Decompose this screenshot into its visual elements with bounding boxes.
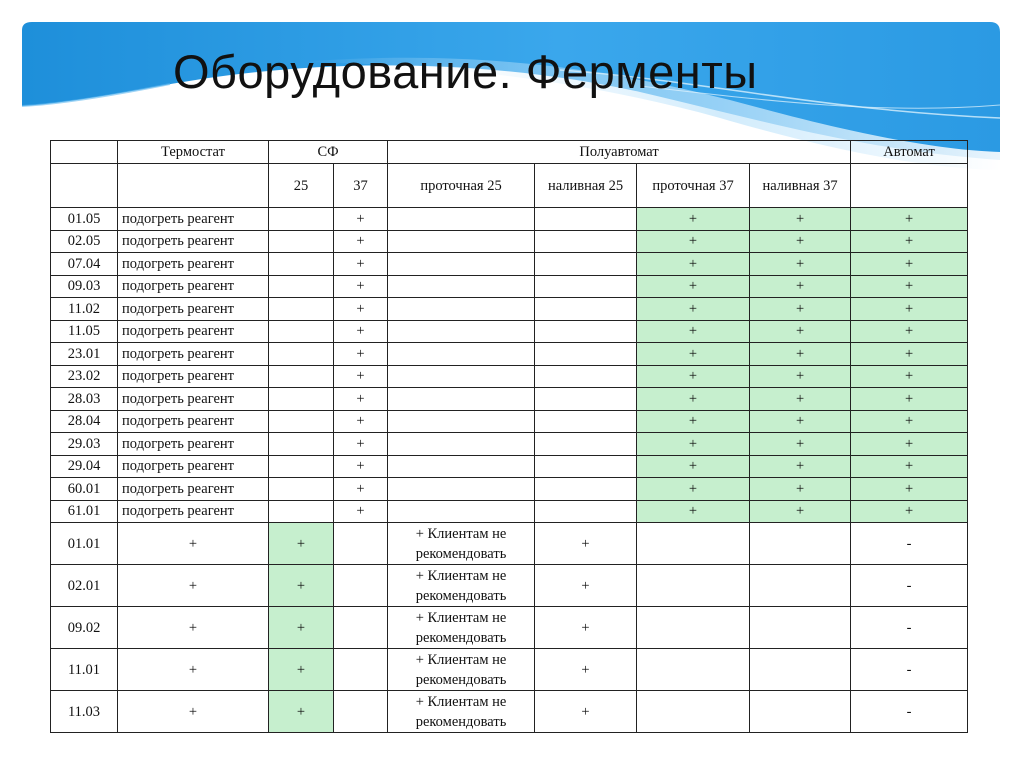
note-line: + Клиентам не	[415, 693, 507, 710]
flow-25-cell	[388, 230, 535, 253]
sf-25-cell: +	[269, 691, 334, 733]
flow-25-cell	[388, 410, 535, 433]
sf-37-cell: +	[334, 500, 388, 523]
thermostat-cell: +	[118, 523, 269, 565]
row-date: 02.01	[51, 565, 118, 607]
note-line: + Клиентам не	[415, 567, 507, 584]
flow-25-cell	[388, 320, 535, 343]
header-row-groups	[51, 141, 968, 164]
flow-25-cell	[388, 455, 535, 478]
sf-37-cell: +	[334, 208, 388, 231]
thermostat-cell: подогреть реагент	[118, 410, 269, 433]
table-row	[51, 208, 968, 231]
automatic-cell: +	[851, 298, 968, 321]
fill-25-cell	[535, 388, 637, 411]
flow-25-note-cell	[388, 565, 535, 607]
fill-37-cell	[750, 607, 851, 649]
thermostat-cell: +	[118, 607, 269, 649]
automatic-cell: +	[851, 343, 968, 366]
thermostat-cell: подогреть реагент	[118, 500, 269, 523]
sf-37-cell: +	[334, 343, 388, 366]
sf-25-cell	[269, 298, 334, 321]
fill-25-cell	[535, 433, 637, 456]
flow-37-cell	[637, 607, 750, 649]
automatic-cell: -	[851, 607, 968, 649]
flow-25-cell	[388, 500, 535, 523]
flow-25-cell	[388, 208, 535, 231]
table-row	[51, 320, 968, 343]
automatic-cell: -	[851, 523, 968, 565]
note-line: + Клиентам не	[415, 651, 507, 668]
table-row	[51, 607, 968, 649]
sf-25-cell	[269, 275, 334, 298]
header-thermostat: Термостат	[118, 141, 269, 164]
flow-37-cell: +	[637, 208, 750, 231]
automatic-cell: +	[851, 208, 968, 231]
fill-37-cell: +	[750, 455, 851, 478]
header-flow-25: проточная 25	[388, 164, 535, 208]
row-date: 23.01	[51, 343, 118, 366]
table-row	[51, 343, 968, 366]
fill-37-cell: +	[750, 208, 851, 231]
note-line: рекомендовать	[415, 545, 507, 562]
thermostat-cell: +	[118, 649, 269, 691]
fill-25-cell	[535, 208, 637, 231]
fill-25-cell	[535, 365, 637, 388]
thermostat-cell: подогреть реагент	[118, 208, 269, 231]
sf-37-cell: +	[334, 388, 388, 411]
sf-25-cell	[269, 433, 334, 456]
flow-25-cell	[388, 253, 535, 276]
sf-37-cell	[334, 565, 388, 607]
note-line: + Клиентам не	[415, 609, 507, 626]
thermostat-cell: подогреть реагент	[118, 275, 269, 298]
fill-37-cell: +	[750, 230, 851, 253]
row-date: 28.03	[51, 388, 118, 411]
row-date: 11.03	[51, 691, 118, 733]
automatic-cell: +	[851, 253, 968, 276]
fill-37-cell: +	[750, 410, 851, 433]
fill-37-cell	[750, 523, 851, 565]
flow-37-cell	[637, 649, 750, 691]
sf-37-cell	[334, 607, 388, 649]
slide-title: Оборудование. Ферменты	[173, 45, 758, 98]
fill-37-cell	[750, 649, 851, 691]
row-date: 60.01	[51, 478, 118, 501]
flow-37-cell: +	[637, 365, 750, 388]
sf-25-cell	[269, 455, 334, 478]
sf-25-cell: +	[269, 607, 334, 649]
sf-25-cell	[269, 253, 334, 276]
automatic-cell: +	[851, 320, 968, 343]
note-line: рекомендовать	[415, 587, 507, 604]
fill-37-cell: +	[750, 275, 851, 298]
automatic-cell: +	[851, 478, 968, 501]
flow-37-cell	[637, 565, 750, 607]
flow-37-cell	[637, 691, 750, 733]
sf-37-cell: +	[334, 478, 388, 501]
sf-25-cell: +	[269, 649, 334, 691]
sf-37-cell: +	[334, 275, 388, 298]
sf-37-cell	[334, 649, 388, 691]
sf-37-cell	[334, 691, 388, 733]
sf-25-cell	[269, 343, 334, 366]
sf-37-cell: +	[334, 253, 388, 276]
flow-25-cell	[388, 478, 535, 501]
fill-25-cell	[535, 230, 637, 253]
fill-25-cell	[535, 298, 637, 321]
thermostat-cell: подогреть реагент	[118, 455, 269, 478]
table-row	[51, 691, 968, 733]
row-date: 29.03	[51, 433, 118, 456]
note-line: рекомендовать	[415, 671, 507, 688]
table-row	[51, 298, 968, 321]
flow-37-cell: +	[637, 230, 750, 253]
flow-37-cell: +	[637, 500, 750, 523]
sf-25-cell	[269, 320, 334, 343]
flow-37-cell: +	[637, 410, 750, 433]
flow-37-cell: +	[637, 433, 750, 456]
automatic-cell: +	[851, 500, 968, 523]
row-date: 09.03	[51, 275, 118, 298]
table-row	[51, 388, 968, 411]
fill-37-cell: +	[750, 388, 851, 411]
flow-25-cell	[388, 275, 535, 298]
sf-25-cell: +	[269, 523, 334, 565]
flow-25-note-cell	[388, 523, 535, 565]
note-line: + Клиентам не	[415, 525, 507, 542]
fill-25-cell	[535, 275, 637, 298]
note-line: рекомендовать	[415, 713, 507, 730]
row-date: 02.05	[51, 230, 118, 253]
sf-37-cell: +	[334, 320, 388, 343]
row-date: 07.04	[51, 253, 118, 276]
fill-37-cell: +	[750, 478, 851, 501]
row-date: 01.01	[51, 523, 118, 565]
fill-25-cell: +	[535, 607, 637, 649]
header-fill-25: наливная 25	[535, 164, 637, 208]
fill-25-cell: +	[535, 649, 637, 691]
fill-25-cell	[535, 253, 637, 276]
thermostat-cell: подогреть реагент	[118, 230, 269, 253]
note-line: рекомендовать	[415, 629, 507, 646]
automatic-cell: +	[851, 455, 968, 478]
row-date: 28.04	[51, 410, 118, 433]
sf-25-cell	[269, 410, 334, 433]
enzyme-equipment-table	[50, 140, 968, 733]
header-automatic: Автомат	[851, 141, 968, 164]
flow-25-note-cell	[388, 607, 535, 649]
table-row	[51, 410, 968, 433]
sf-37-cell: +	[334, 298, 388, 321]
flow-25-cell	[388, 433, 535, 456]
fill-25-cell: +	[535, 691, 637, 733]
sf-37-cell: +	[334, 365, 388, 388]
header-sf-37: 37	[334, 164, 388, 208]
thermostat-cell: подогреть реагент	[118, 478, 269, 501]
sf-37-cell	[334, 523, 388, 565]
automatic-cell: -	[851, 649, 968, 691]
row-date: 11.02	[51, 298, 118, 321]
fill-37-cell: +	[750, 320, 851, 343]
sf-37-cell: +	[334, 455, 388, 478]
thermostat-cell: подогреть реагент	[118, 343, 269, 366]
header-sf-25: 25	[269, 164, 334, 208]
fill-25-cell	[535, 500, 637, 523]
fill-37-cell: +	[750, 343, 851, 366]
row-date: 01.05	[51, 208, 118, 231]
flow-25-cell	[388, 343, 535, 366]
flow-37-cell	[637, 523, 750, 565]
header-sub-empty	[851, 164, 968, 208]
automatic-cell: +	[851, 275, 968, 298]
header-sub-empty	[51, 164, 118, 208]
row-date: 23.02	[51, 365, 118, 388]
thermostat-cell: +	[118, 565, 269, 607]
flow-25-note-cell	[388, 649, 535, 691]
flow-25-cell	[388, 365, 535, 388]
automatic-cell: +	[851, 388, 968, 411]
sf-25-cell	[269, 230, 334, 253]
sf-25-cell	[269, 478, 334, 501]
fill-25-cell	[535, 410, 637, 433]
header-flow-37: проточная 37	[637, 164, 750, 208]
fill-37-cell: +	[750, 433, 851, 456]
sf-25-cell	[269, 208, 334, 231]
thermostat-cell: подогреть реагент	[118, 320, 269, 343]
flow-37-cell: +	[637, 275, 750, 298]
automatic-cell: -	[851, 691, 968, 733]
table-row	[51, 565, 968, 607]
thermostat-cell: подогреть реагент	[118, 253, 269, 276]
table-row	[51, 230, 968, 253]
flow-37-cell: +	[637, 298, 750, 321]
flow-25-cell	[388, 298, 535, 321]
row-date: 29.04	[51, 455, 118, 478]
automatic-cell: +	[851, 410, 968, 433]
sf-37-cell: +	[334, 433, 388, 456]
sf-25-cell	[269, 388, 334, 411]
thermostat-cell: подогреть реагент	[118, 388, 269, 411]
sf-37-cell: +	[334, 230, 388, 253]
header-semiautomatic: Полуавтомат	[388, 141, 851, 164]
fill-37-cell: +	[750, 500, 851, 523]
row-date: 09.02	[51, 607, 118, 649]
table-row	[51, 649, 968, 691]
sf-25-cell	[269, 365, 334, 388]
fill-25-cell	[535, 343, 637, 366]
fill-25-cell	[535, 478, 637, 501]
row-date: 61.01	[51, 500, 118, 523]
fill-25-cell	[535, 320, 637, 343]
fill-37-cell	[750, 691, 851, 733]
flow-37-cell: +	[637, 478, 750, 501]
flow-37-cell: +	[637, 253, 750, 276]
automatic-cell: -	[851, 565, 968, 607]
thermostat-cell: подогреть реагент	[118, 433, 269, 456]
table-row	[51, 523, 968, 565]
automatic-cell: +	[851, 365, 968, 388]
fill-25-cell	[535, 455, 637, 478]
header-sub-empty	[118, 164, 269, 208]
sf-37-cell: +	[334, 410, 388, 433]
header-sf: СФ	[269, 141, 388, 164]
fill-37-cell: +	[750, 298, 851, 321]
automatic-cell: +	[851, 230, 968, 253]
table-row	[51, 478, 968, 501]
flow-25-cell	[388, 388, 535, 411]
sf-25-cell: +	[269, 565, 334, 607]
fill-37-cell: +	[750, 365, 851, 388]
thermostat-cell: подогреть реагент	[118, 298, 269, 321]
table-row	[51, 253, 968, 276]
table-row	[51, 500, 968, 523]
flow-37-cell: +	[637, 343, 750, 366]
header-corner	[51, 141, 118, 164]
fill-37-cell: +	[750, 253, 851, 276]
thermostat-cell: подогреть реагент	[118, 365, 269, 388]
flow-37-cell: +	[637, 320, 750, 343]
sf-25-cell	[269, 500, 334, 523]
table-row	[51, 275, 968, 298]
fill-25-cell: +	[535, 523, 637, 565]
header-fill-37: наливная 37	[750, 164, 851, 208]
table-row	[51, 365, 968, 388]
table-row	[51, 433, 968, 456]
flow-37-cell: +	[637, 388, 750, 411]
fill-25-cell: +	[535, 565, 637, 607]
thermostat-cell: +	[118, 691, 269, 733]
flow-37-cell: +	[637, 455, 750, 478]
header-row-sub	[51, 164, 968, 208]
flow-25-note-cell	[388, 691, 535, 733]
fill-37-cell	[750, 565, 851, 607]
row-date: 11.01	[51, 649, 118, 691]
row-date: 11.05	[51, 320, 118, 343]
automatic-cell: +	[851, 433, 968, 456]
table-row	[51, 455, 968, 478]
